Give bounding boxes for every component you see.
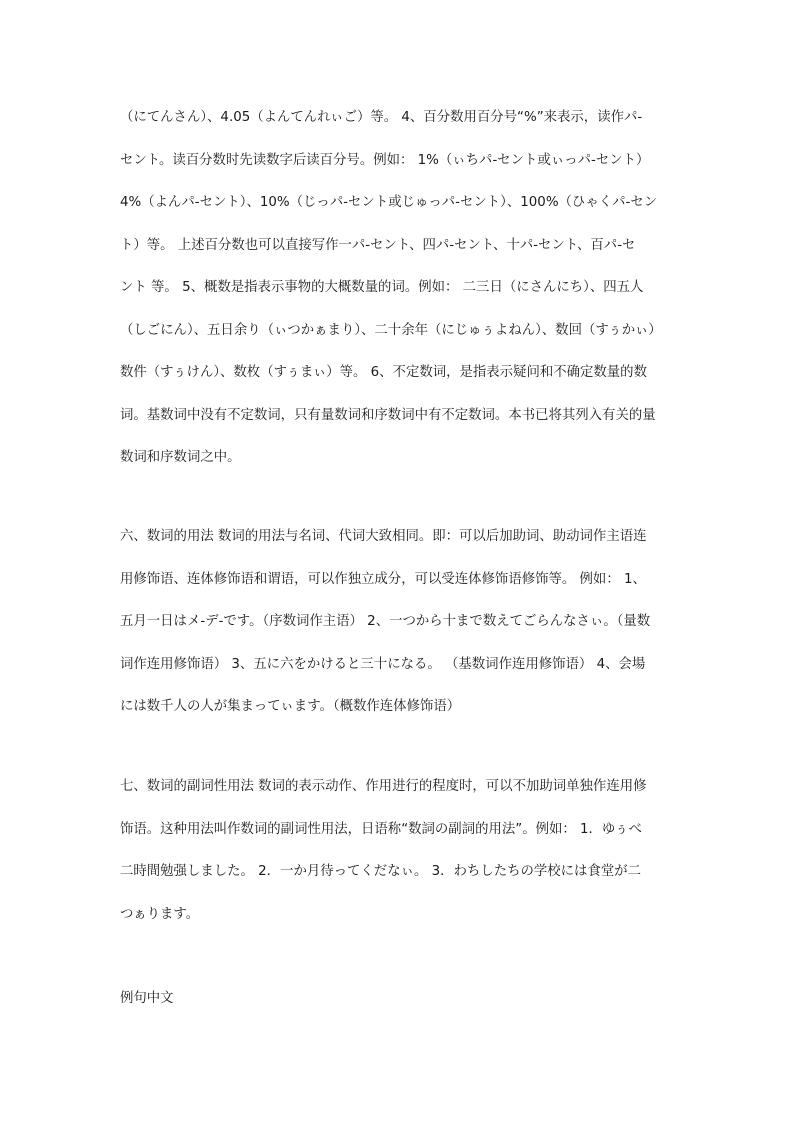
paragraph-numerals-percent-approx <box>120 97 686 480</box>
text-line: 数词和序数词之中。 <box>120 450 241 465</box>
section-heading-example-sentences <box>120 978 686 1021</box>
paragraph-numeral-adverbial-usage <box>120 766 686 936</box>
text-line: つぁります。 <box>120 906 200 922</box>
text-line: 二時間勉强しました。 2．一か月待ってくだなぃ。 3．わちしたちの学校には食堂が二 <box>120 864 642 879</box>
text-line: 词作连用修饰语） 3、五に六をかけると三十になる。 （基数词作连用修饰语） 4、会場 <box>120 656 646 672</box>
text-line: 六、数词的用法 数词的用法与名词、代词大致相同。即：可以后加助词、助动词作主语连 <box>120 529 647 544</box>
text-line: 例句中文 <box>120 991 174 1006</box>
text-line: ント 等。 5、概数是指表示事物的大概数量的词。例如： 二三日（にさんにち）、四五人 <box>120 280 644 295</box>
text-line: ト）等。 上述百分数也可以直接写作一パ-セント、四パ-セント、十パ-セント、百パ-セ <box>120 237 636 253</box>
text-line: には数千人の人が集まってぃます。（概数作连体修饰语） <box>120 699 461 714</box>
text-line: 五月一日はメ-デ-です。（序数词作主语） 2、一つから十まで数えてごらんなさぃ。（量数 <box>120 614 651 629</box>
text-line: 4%（よんパ-セント）、10%（じっパ-セント或じゅっパ-セント）、100%（ひゃくパ-セン <box>120 195 658 210</box>
paragraph-numeral-usage <box>120 516 686 729</box>
text-line: セント。读百分数时先读数字后读百分号。例如： 1%（ぃちパ-セント或ぃっパ-セント） <box>120 152 650 168</box>
text-line: （しごにん）、五日余り（ぃつかぁまり）、二十余年（にじゅぅよねん）、数回（すぅかぃ） <box>120 322 662 338</box>
text-line: 饰语。这种用法叫作数词的副词性用法，日语称“数詞の副詞的用法”。例如： 1．ゆぅべ <box>120 821 642 837</box>
text-line: 七、数词的副词性用法 数词的表示动作、作用进行的程度时，可以不加助词单独作连用修 <box>120 779 647 794</box>
text-line: 词。基数词中没有不定数词，只有量数词和序数词中有不定数词。本书已将其列入有关的量 <box>120 407 656 423</box>
text-line: 数件（すぅけん）、数枚（すぅまぃ）等。 6、不定数词，是指表示疑问和不确定数量的数 <box>120 365 647 380</box>
text-line: （にてんさん）、4.05（よんてんれぃご）等。 4、百分数用百分号“%”来表示，读作パ- <box>120 110 643 125</box>
text-line: 用修饰语、连体修饰语和谓语，可以作独立成分，可以受连体修饰语修饰等。 例如： 1、 <box>120 571 646 587</box>
